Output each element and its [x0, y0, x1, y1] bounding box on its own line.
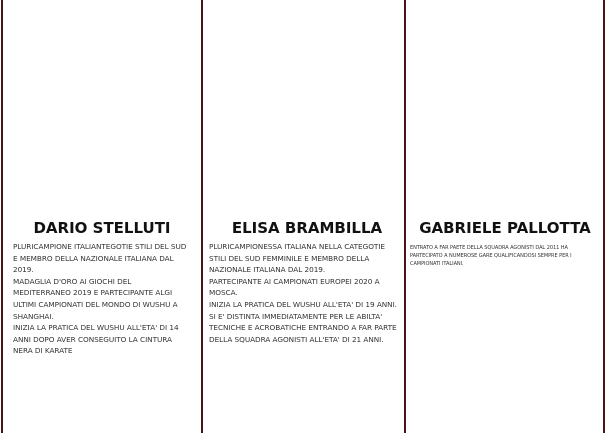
bio-paragraph: MADAGLIA D'ORO AI GIOCHI DEL MEDITERRANEO 2019 E PARTECIPANTE ALGI ULTIMI CAMPIONATI DEL MONDO DI WUSHU A SHANGHAI.: [13, 276, 178, 321]
athlete-bio: [410, 244, 598, 269]
bio-paragraph: PARTECIPANTE AI CAMPIONATI EUROPEI 2020 A MOSCA.: [209, 276, 380, 298]
athlete-name: DARIO STELLUTI: [33, 219, 171, 237]
athlete-card-dario: [13, 0, 191, 437]
bio-paragraph: PLURICAMPIONE ITALIANTEGOTIE STILI DEL SUD E MEMBRO DELLA NAZIONALE ITALIANA DAL 2019.: [13, 242, 187, 275]
bio-paragraph: PLURICAMPIONESSA ITALIANA NELLA CATEGOTIE STILI DEL SUD FEMMINILE E MEMBRO DELLA NAZIONALE ITALIANA DAL 2019.: [209, 242, 385, 275]
athlete-card-gabriele: [410, 0, 600, 437]
athlete-card-elisa: [209, 0, 405, 437]
athlete-bio: [209, 241, 403, 345]
athlete-bio: [13, 241, 191, 357]
athlete-name: ELISA BRAMBILLA: [231, 219, 383, 237]
column-divider-1: [201, 0, 203, 433]
bio-paragraph: ENTRATO A FAR PAETE DELLA SQUADRA AGONISTI DAL 2011 HA PARTECIPATO A NUMEROSE GARE QUALIFICANDOSI SEMPRE PER I CAMPIONATI ITALIANI.: [410, 245, 572, 268]
bio-paragraph: INIZIA LA PRATICA DEL WUSHU ALL'ETA' DI 19 ANNI. SI E' DISTINTA IMMEDIATAMENTE PER LE ABILTA' TECNICHE E ACROBATICHE ENTRANDO A FAR PARTE DELLA SQUADRA AGONISTI ALL'ETA' DI 21 ANNI.: [209, 299, 397, 344]
column-divider-right: [603, 0, 605, 433]
column-divider-left: [1, 0, 3, 433]
bio-paragraph: INIZIA LA PRATICA DEL WUSHU ALL'ETA' DI 14 ANNI DOPO AVER CONSEGUITO LA CINTURA NERA DI KARATE: [13, 323, 179, 356]
athlete-name: GABRIELE PALLOTTA: [419, 219, 591, 237]
